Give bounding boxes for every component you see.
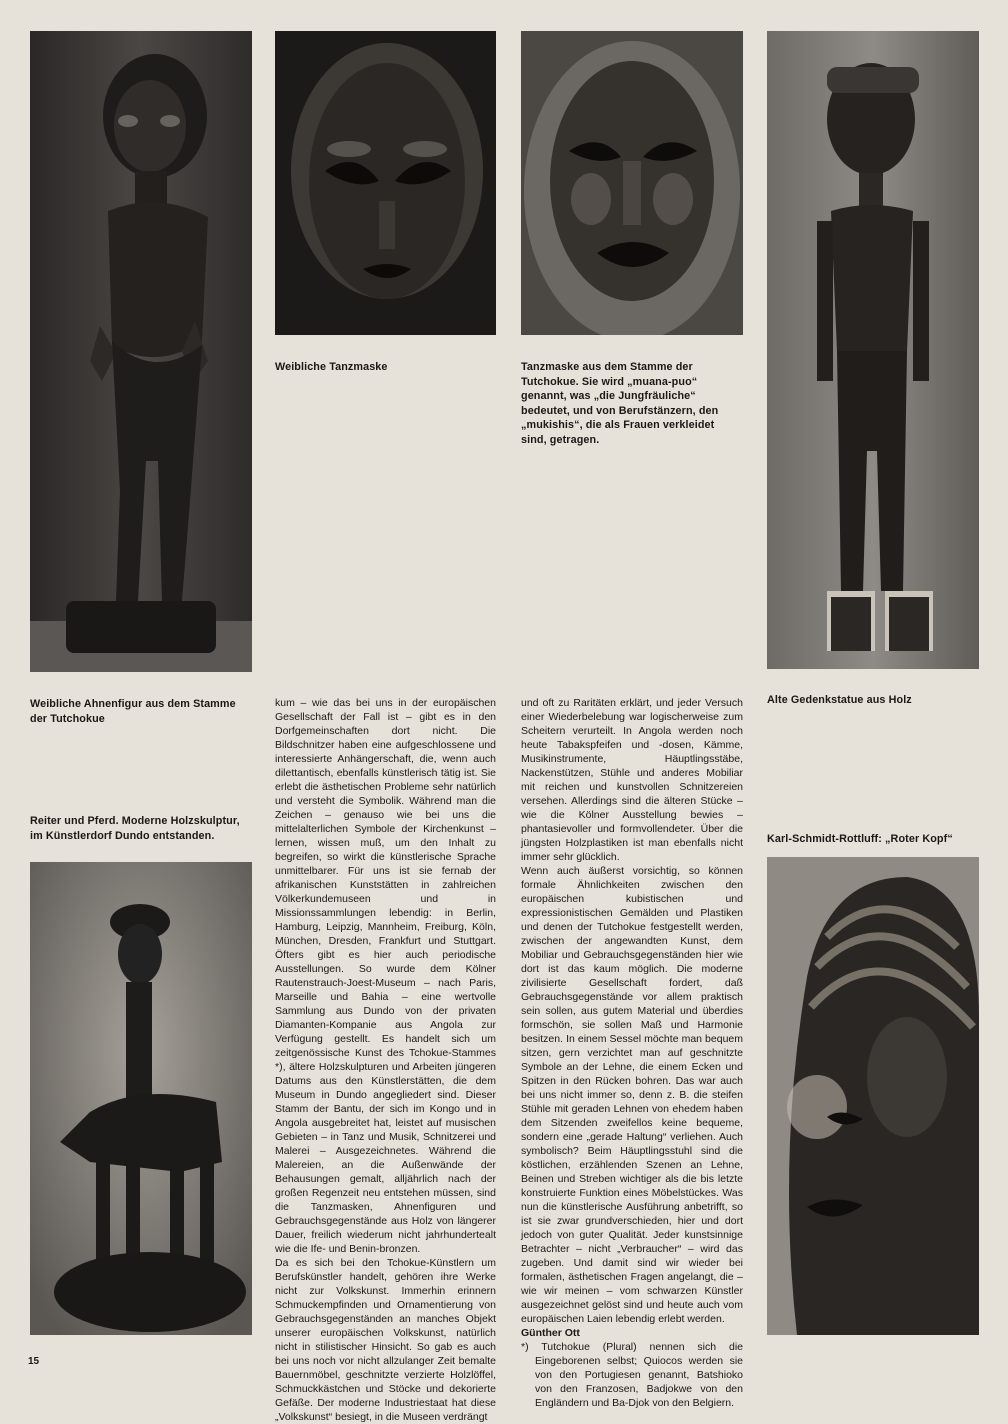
ahnenfigur-photo	[30, 31, 252, 672]
article-column-2	[521, 696, 743, 1410]
caption-reiter-pferd: Reiter und Pferd. Moderne Holzskulptur, im Künstlerdorf Dundo entstanden.	[30, 815, 240, 842]
caption-tanzmaske-tutchokue: Tanzmaske aus dem Stamme der Tutchokue. Sie wird „muana-puo“ genannt, was „die Jungfräuliche“ bedeutet, und von Berufstänzern, den „mukishis“, die als Frauen verkleidet sind, getragen.	[521, 361, 719, 446]
caption-roter-kopf: Karl-Schmidt-Rottluff: „Roter Kopf“	[767, 833, 953, 845]
article-paragraph: kum – wie das bei uns in der europäischen Gesellschaft der Fall ist – gibt es in den Dorfgemeinschaften dort nicht. Die Bildschnitzer haben eine aufgeschlossene und interessierte Anhängerschaft, die, wenn auch dilettantisch, ebenfalls künstlerisch tätig ist. Sie erlebt die ästhetischen Probleme sehr natürlich und versteht die Symbolik. Während man die Zeichen – genauso wie bei uns die mittelalterlichen Symbole der Kirchenkunst – lernen, wissen muß, um den Inhalt zu begreifen, so wirkt die künstlerische Sprache unmittelbarer. Für uns ist sie fernab der afrikanischen Kunststätten in zahlreichen Völkerkundemuseen und in Missionssammlungen lebendig: in Berlin, Hamburg, Leipzig, Mannheim, Freiburg, Köln, München, Dresden, Frankfurt und Stuttgart. Öfters gibt es hier auch periodische Ausstellungen. So wurde dem Kölner Rautenstrauch-Joest-Museum – nach Paris, Marseille und Bahia – eine wertvolle Sammlung aus Dundo von der privaten Diamanten-Kompanie aus Angola zur Verfügung gestellt. Es handelt sich um zeitgenössische Kunst des Tchokue-Stammes *), ältere Holzskulpturen und Arbeiten jüngeren Datums aus den Künstlerstätten, die dem Museum in Dundo angegliedert sind. Dieser Stamm der Bantu, der sich im Kongo und in Angola ausgebreitet hat, leistet auf musischen Gebieten – in Tanz und Musik, Schnitzerei und Malerei – Ausgezeichnetes. Während die Malereien, an die Außenwände der Behausungen gemalt, alljährlich nach der großen Regenzeit neu entstehen müssen, sind die Tanzmasken, Ahnenfiguren und Gebrauchsgegenstände aus Holz von längerer Dauer, freilich wiederum nicht jahrhundertealt wie die Ife- und Benin-bronzen.	[275, 697, 496, 1255]
article-paragraph: und oft zu Raritäten erklärt, und jeder Versuch einer Wiederbelebung war logischerweise zum Scheitern verurteilt. In Angola werden noch heute Tabakspfeifen und -dosen, Kämme, Musikinstrumente, Häuptlingsstäbe, Nackenstützen, Stühle und anderes Mobiliar mit reichen und kunstvollen Schnitzereien versehen. Allerdings sind die älteren Stücke – wie die Kölner Ausstellung bewies – phantasievoller und formvollendeter. Über die jüngsten Holzplastiken ist man ebenfalls nicht immer sehr glücklich.	[521, 697, 743, 863]
weibliche-tanzmaske-photo	[275, 31, 496, 335]
article-paragraph: Da es sich bei den Tchokue-Künstlern um Berufskünstler handelt, gehören ihre Werke nicht zur Volkskunst. Immerhin erinnern Schmuckempfinden und Ornamentierung von Gebrauchsgegenständen an manches Objekt unserer europäischen Volkskunst, natürlich nicht in stilistischer Hinsicht. So gab es auch bei uns noch vor nicht allzulanger Zeit bemalte Bauernmöbel, geschnitzte verzierte Holzlöffel, Schmuckkästchen und Stöcke und dekorierte Gefäße. Der moderne Industriestaat hat diese „Volkskunst“ besiegt, in die Museen verdrängt	[275, 1257, 496, 1423]
reiter-pferd-photo	[30, 862, 252, 1335]
author-signature: Günther Ott	[521, 1327, 580, 1339]
gedenkstatue-photo	[767, 31, 979, 669]
footnote: *) Tutchokue (Plural) nennen sich die Eingeborenen selbst; Quiocos werden sie von den Portugiesen genannt, Batshioko von den Franzosen, Badjokwe von den Engländern und Ba-Djok von den Belgiern.	[521, 1341, 743, 1409]
roter-kopf-photo	[767, 857, 979, 1335]
page-number: 15	[28, 1356, 40, 1367]
article-paragraph: Wenn auch äußerst vorsichtig, so können formale Ähnlichkeiten zwischen den europäischen kubistischen und expressionistischen Gemälden und Plastiken und denen der Tutchokue festgestellt werden, zwischen der angewandten Kunst, dem Mobiliar und Gebrauchsgegenständen hier wie dort ist das kaum möglich. Die moderne zivilisierte Gesellschaft fordert, daß Gebrauchsgegenstände vor allem praktisch sein sollen, aus gutem Material und überdies formschön, sie sollen Maß und Harmonie besitzen. In einem Sessel möchte man bequem sitzen, gern verzichtet man auf geschnitzte Symbole an der Lehne, die einem Ecken und Spitzen in den Rücken bohren. Das war auch bei uns nicht immer so, denn z. B. die steifen Stühle mit geraden Lehnen von ehedem haben dem Sitzenden zweifellos keine bequeme, sondern eine „gerade Haltung“ verliehen. Auch symbolisch? Beim Häuptlingsstuhl sind die köstlichen, erzählenden Szenen an Lehne, Beinen und Streben wichtiger als die bis letzte konstruierte Funktion eines Möbelstückes. Was nun die künstlerische Ausführung anbetrifft, so ist sie zwar grundverschieden, hier und dort jedoch von guter Qualität. Jeder kunstsinnige Betrachter – nicht „Verbraucher“ – wird das zugeben. Und damit sind wir wieder bei formalen, ästhetischen Fragen angelangt, die – wie wir meinen – vom schwarzen Künstler ausgezeichnet gelöst sind und heute auch vom europäischen Laien lebendig erlebt werden.	[521, 865, 743, 1325]
tanzmaske-tutchokue-photo	[521, 31, 743, 335]
article-column-1	[275, 696, 496, 1424]
caption-ahnenfigur: Weibliche Ahnenfigur aus dem Stamme der Tutchokue	[30, 698, 236, 725]
caption-gedenkstatue: Alte Gedenkstatue aus Holz	[767, 694, 912, 706]
caption-weibliche-tanzmaske: Weibliche Tanzmaske	[275, 361, 388, 373]
